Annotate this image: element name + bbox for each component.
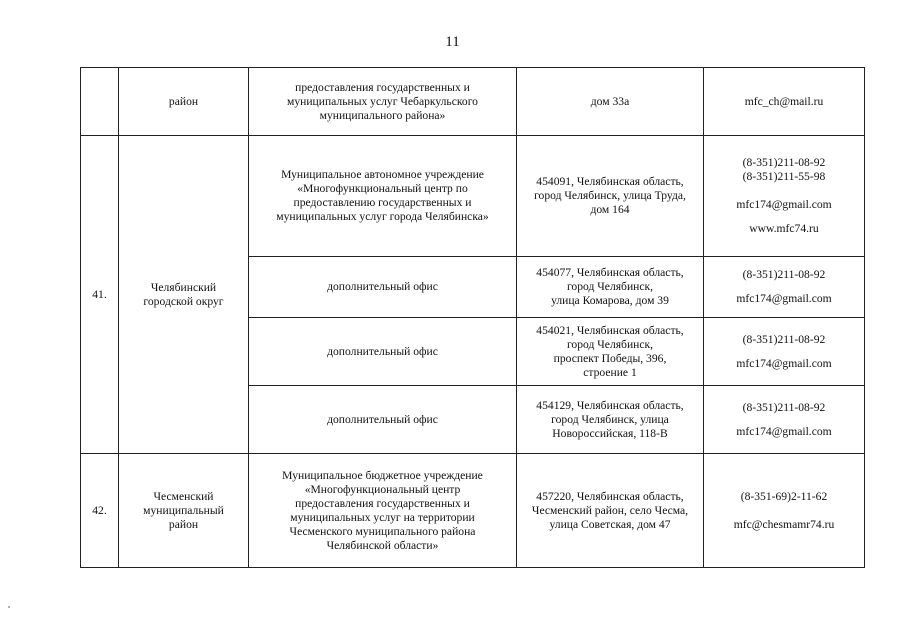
address-line: Новороссийская, 118-В xyxy=(552,426,668,440)
organization-line: дополнительный офис xyxy=(327,280,438,293)
email-address: mfc174@gmail.com xyxy=(736,292,832,305)
address-cell xyxy=(517,386,704,454)
contacts-cell xyxy=(704,318,865,386)
organization-line: муниципальных услуг Чебаркульского xyxy=(287,94,478,108)
address-line: улица Комарова, дом 39 xyxy=(551,294,669,307)
mfc-registry-table xyxy=(80,67,865,568)
organization-line: Челябинской области» xyxy=(326,538,439,552)
contacts-cell xyxy=(704,257,865,318)
organization-line: Чесменского муниципального района xyxy=(289,524,476,538)
contacts-cell xyxy=(704,386,865,454)
address-line: город Челябинск, xyxy=(566,280,654,293)
district-cell xyxy=(119,68,249,136)
organization-cell xyxy=(249,454,517,568)
email-address: mfc174@gmail.com xyxy=(736,356,832,370)
table-row xyxy=(81,68,865,136)
address-cell xyxy=(517,318,704,386)
phone-number: (8-351)211-08-92 xyxy=(742,400,826,414)
organization-line: предоставлению государственных и xyxy=(293,196,472,209)
phone-number: (8-351)211-08-92 xyxy=(742,332,826,346)
address-cell xyxy=(517,257,704,318)
address-line: проспект Победы, 396, xyxy=(553,351,667,365)
organization-line: Муниципальное бюджетное учреждение xyxy=(282,468,483,482)
table-row xyxy=(81,136,865,257)
district-cell xyxy=(119,454,249,568)
address-line: Чесменский район, село Чесма, xyxy=(531,503,689,517)
district-line: Чесменский xyxy=(153,489,214,503)
contacts-cell xyxy=(704,68,865,136)
district-line: муниципальный xyxy=(143,503,224,517)
email-address: mfc_ch@mail.ru xyxy=(744,94,824,108)
row-number-cell xyxy=(81,68,119,136)
organization-line: предоставления государственных и xyxy=(295,496,470,510)
organization-line: предоставления государственных и xyxy=(295,80,470,94)
phone-number: (8-351)211-55-98 xyxy=(742,170,826,183)
address-line: город Челябинск, xyxy=(566,337,654,351)
organization-cell xyxy=(249,68,517,136)
organization-line: «Многофункциональный центр xyxy=(304,482,461,496)
row-number: 42. xyxy=(92,503,107,517)
organization-line: Муниципальное автономное учреждение xyxy=(281,168,484,181)
address-line: улица Советская, дом 47 xyxy=(549,517,671,531)
organization-line: дополнительный офис xyxy=(327,412,438,426)
address-line: 454077, Челябинская область, xyxy=(536,266,684,279)
address-cell xyxy=(517,454,704,568)
contacts-cell xyxy=(704,136,865,257)
phone-number: (8-351)211-08-92 xyxy=(742,268,826,281)
address-cell xyxy=(517,136,704,257)
organization-line: «Многофункциональный центр по xyxy=(297,182,468,195)
email-address: mfc174@gmail.com xyxy=(736,424,832,438)
organization-line: муниципального района» xyxy=(319,108,446,122)
address-line: дом 164 xyxy=(590,203,630,216)
organization-line: муниципальных услуг города Челябинска» xyxy=(276,210,489,223)
address-line: дом 33а xyxy=(590,94,630,108)
page-number: 11 xyxy=(445,34,460,50)
phone-number: (8-351)211-08-92 xyxy=(742,156,826,169)
address-line: 454091, Челябинская область, xyxy=(536,175,684,188)
address-cell xyxy=(517,68,704,136)
organization-cell xyxy=(249,257,517,318)
organization-line: дополнительный офис xyxy=(327,344,438,358)
organization-cell xyxy=(249,318,517,386)
address-line: 454021, Челябинская область, xyxy=(536,323,684,337)
address-line: 457220, Челябинская область, xyxy=(536,489,684,503)
email-address: mfc174@gmail.com xyxy=(736,198,832,211)
contacts-cell xyxy=(704,454,865,568)
phone-number: (8-351-69)2-11-62 xyxy=(740,489,828,503)
organization-line: муниципальных услуг на территории xyxy=(290,510,475,524)
organization-cell xyxy=(249,386,517,454)
row-number-cell xyxy=(81,136,119,454)
scan-dot xyxy=(8,606,10,608)
district-label: район xyxy=(168,94,199,108)
address-line: город Челябинск, улица Труда, xyxy=(534,189,686,202)
table-row xyxy=(81,454,865,568)
address-line: город Челябинск, улица xyxy=(551,412,669,426)
district-line: Челябинский xyxy=(150,280,217,294)
district-line: городской округ xyxy=(143,294,224,308)
address-line: 454129, Челябинская область, xyxy=(536,398,684,412)
row-number-cell xyxy=(81,454,119,568)
website-url: www.mfc74.ru xyxy=(749,222,819,235)
district-cell xyxy=(119,136,249,454)
row-number: 41. xyxy=(92,287,107,301)
address-line: строение 1 xyxy=(583,365,637,379)
district-line: район xyxy=(168,517,199,531)
organization-cell xyxy=(249,136,517,257)
email-address: mfc@chesmamr74.ru xyxy=(733,517,835,531)
